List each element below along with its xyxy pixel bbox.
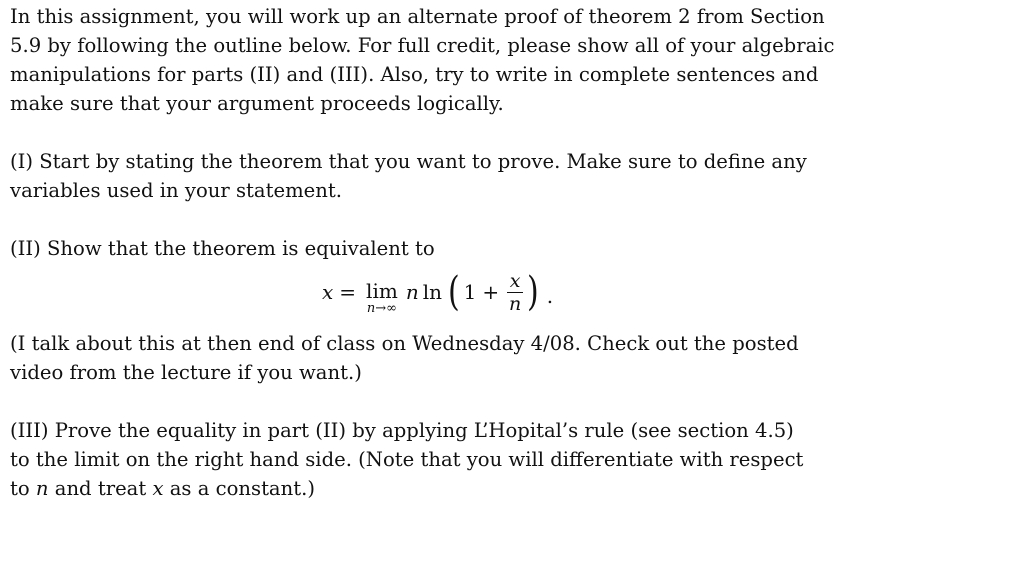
equation-n: n (405, 280, 419, 304)
equation-equals: = (339, 280, 357, 304)
part-3-line-1: (III) Prove the equality in part (II) by applying L’Hopital’s rule (see section 4.5) (10, 419, 794, 442)
part-3-line-3-pre: to (10, 477, 36, 500)
part-3-line-3-post: as a constant.) (163, 477, 315, 500)
equation-one: 1 (463, 280, 477, 304)
part-2-lead-text: (II) Show that the theorem is equivalent to (10, 237, 435, 260)
open-paren: ( (447, 269, 460, 315)
intro-line-3: manipulations for parts (II) and (III). Also, try to write in complete sentences and (10, 63, 819, 86)
intro-paragraph (10, 2, 890, 118)
equation-period: . (546, 284, 554, 308)
intro-line-4: make sure that your argument proceeds logically. (10, 92, 504, 115)
inline-var-x: x (152, 477, 164, 500)
assignment-document (10, 2, 890, 503)
part-2-note (10, 329, 890, 387)
intro-line-2: 5.9 by following the outline below. For full credit, please show all of your algebraic (10, 34, 835, 57)
part-1-paragraph (10, 147, 890, 205)
part-3-line-3-mid: and treat (48, 477, 153, 500)
lim-subscript: n→∞ (366, 301, 397, 316)
part-3-paragraph (10, 416, 890, 503)
part-3-line-2: to the limit on the right hand side. (Note that you will differentiate with respect (10, 448, 804, 471)
inline-var-n: n (35, 477, 49, 500)
limit-operator (366, 280, 398, 316)
close-paren: ) (527, 269, 539, 315)
fraction-numerator: x (509, 269, 521, 292)
part-2-note-line-2: video from the lecture if you want.) (10, 361, 362, 384)
limit-equation (10, 265, 890, 329)
part-1-line-1: (I) Start by stating the theorem that you want to prove. Make sure to define any (10, 150, 807, 173)
part-2-lead (10, 234, 890, 263)
equation-lhs-x: x (322, 280, 334, 304)
part-2-note-line-1: (I talk about this at then end of class on Wednesday 4/08. Check out the posted (10, 332, 799, 355)
equation-ln: ln (422, 280, 442, 304)
lim-word: lim (366, 279, 398, 303)
fraction-denominator: n (508, 292, 522, 315)
intro-line-1: In this assignment, you will work up an alternate proof of theorem 2 from Section (10, 5, 825, 28)
fraction-x-over-n (507, 270, 523, 315)
equation-plus: + (482, 280, 500, 304)
part-1-line-2: variables used in your statement. (10, 179, 342, 202)
